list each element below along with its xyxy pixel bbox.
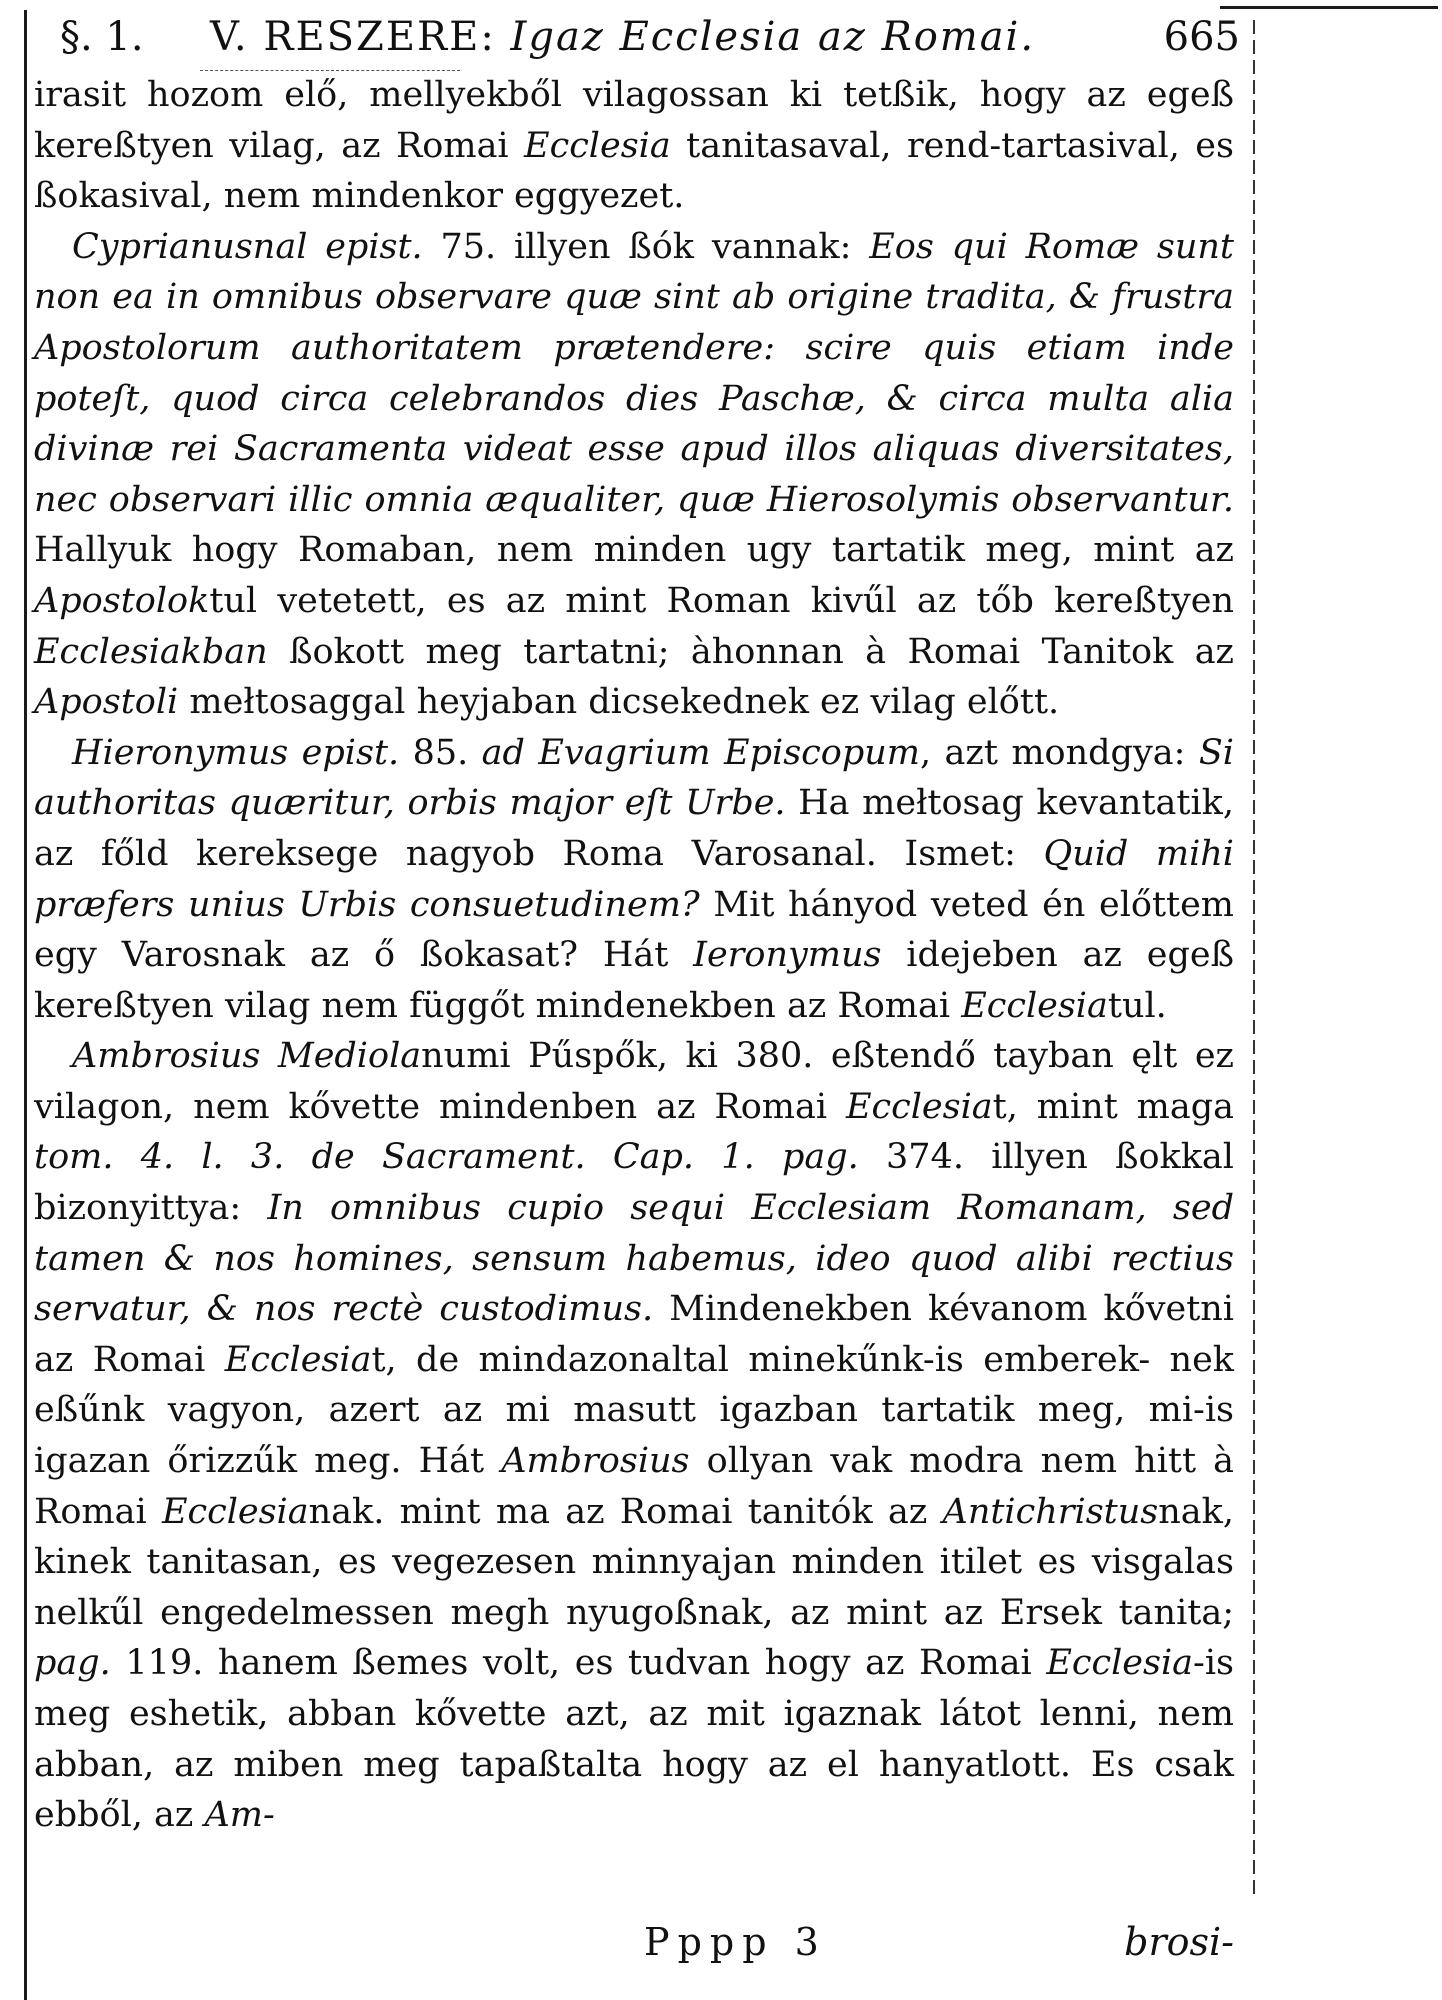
text-run: 75. illyen ßók vannak:: [422, 226, 870, 267]
text-run: nak, kinek tanitasan, es vegezesen minnyajan minden itilet es visgalas nelkűl engedelmessen megh nyugoßnak, az mint az Ersek tanita;: [34, 1491, 1234, 1633]
paragraph: [34, 728, 1234, 1032]
text-run: Mindenekben kévanom kővetni az Romai: [34, 1289, 1234, 1380]
italic-text: ad Evagrium Episcopum: [481, 732, 920, 773]
text-run: tul.: [1107, 985, 1167, 1026]
text-run: mełtosaggal heyjaban dicsekednek ez vilag előtt.: [178, 682, 1060, 723]
italic-text: In omnibus cupio sequi Ecclesiam Romanam, sed tamen & nos homines, sensum habemus, ideo quod alibi rectius servatur, & nos rectè custodimus.: [34, 1188, 1234, 1330]
italic-text: Apostoli: [34, 682, 179, 723]
text-run: Hallyuk hogy Romaban, nem minden ugy tartatik meg, mint az: [34, 530, 1234, 571]
running-header: [60, 14, 1240, 66]
paragraph: [34, 222, 1234, 728]
italic-text: Ieronymus: [693, 935, 882, 976]
paragraph: [34, 1031, 1234, 1841]
italic-text: Cyprianusnal epist.: [72, 226, 423, 267]
text-run: Mit hányod veted én előttem egy Varosnak az ő ßokasat? Hát: [34, 884, 1234, 976]
page-border-right: [1253, 20, 1255, 1900]
paragraph: [34, 70, 1234, 222]
text-run: tanitasaval, rend-tartasival, es ßokasival, nem mindenkor eggyezet.: [34, 125, 1234, 217]
italic-text: tom. 4. l. 3. de Sacrament. Cap. 1. pag.: [34, 1137, 859, 1178]
page-footer: [34, 1920, 1234, 1980]
italic-text: Ambrosius: [501, 1441, 690, 1482]
page-number: 665: [1163, 14, 1240, 60]
part-label: V. RESZERE:: [210, 14, 496, 60]
text-run: nak. mint ma az Romai tanitók az: [308, 1491, 943, 1532]
title-text: Igaz Ecclesia az Romai.: [510, 14, 1036, 60]
section-mark: §. 1.: [60, 14, 144, 60]
text-run: tul vetetett, es az mint Roman kivűl az tőb kereßtyen: [209, 580, 1234, 621]
italic-text: Antichristus: [942, 1491, 1159, 1532]
text-run: ßokott meg tartatni; àhonnan à Romai Tanitok az: [267, 631, 1234, 672]
italic-text: Ambrosius Mediola: [72, 1036, 422, 1077]
text-run: numi Pűspők, ki 380. eßtendő tayban ęlt ez vilagon, nem kővette mindenben az Romai: [34, 1036, 1234, 1127]
italic-text: Apostolok: [34, 580, 210, 621]
italic-text: Ecclesiakban: [34, 631, 268, 672]
text-run: idejeben az egeß kereßtyen vilag nem függőt mindenekben az Romai: [34, 935, 1234, 1026]
text-run: 119. hanem ßemes volt, es tudvan hogy az Romai: [110, 1643, 1047, 1684]
italic-text: Ecclesia: [524, 125, 671, 166]
italic-text: Eos qui Romæ sunt non ea in omnibus observare quæ sint ab origine tradita, & frustra Apostolorum authoritatem prætendere: scire quis etiam inde poteſt, quod circa celebrandos dies Paschæ, & circa multa alia divinæ rei Sacramenta videat esse apud illos aliquas diversitates, nec observari illic omnia æqualiter, quæ Hierosolymis observantur.: [34, 226, 1234, 520]
italic-text: Si authoritas quæritur, orbis major eſt Urbe.: [34, 732, 1234, 824]
running-title: [210, 14, 1160, 60]
text-run: irasit hozom elő, mellyekből vilagossan ki tetßik, hogy az egeß kereßtyen vilag, az Romai: [34, 75, 1234, 166]
italic-text: pag.: [34, 1643, 111, 1684]
italic-text: Ecclesia: [845, 1086, 993, 1127]
signature-mark: Pppp 3: [644, 1920, 827, 1964]
italic-text: Ecclesia: [224, 1339, 372, 1380]
text-run: -is meg eshetik, abban kővette azt, az mit igaznak látot lenni, nem abban, az miben meg tapaßtalta hogy az el hanyatlott. Es csak ebből, az: [34, 1643, 1234, 1836]
italic-text: Ecclesia: [161, 1491, 309, 1532]
text-run: 374. illyen ßokkal bizonyittya:: [34, 1137, 1234, 1229]
text-run: t, mint maga: [992, 1086, 1234, 1127]
catchword: brosi-: [1124, 1920, 1234, 1964]
text-run: t, de mindazonaltal minekűnk-is emberek- nek eßűnk vagyon, azert az mi masutt igazban tartatik meg, mi-is igazan őrizzűk meg. Hát: [34, 1339, 1234, 1482]
body-text: [34, 70, 1234, 1841]
page-border-top: [1220, 6, 1438, 9]
italic-text: Ecclesia: [1046, 1643, 1194, 1684]
text-run: , azt mondgya:: [919, 732, 1199, 773]
text-run: ollyan vak modra nem hitt à Romai: [34, 1441, 1234, 1532]
page-border-left: [24, 10, 27, 2000]
text-run: Ha mełtosag kevantatik, az főld kereksege nagyob Roma Varosanal. Ismet:: [34, 783, 1234, 874]
italic-text: Quid mihi præfers unius Urbis consuetudinem?: [34, 833, 1234, 925]
italic-text: Ecclesia: [961, 985, 1108, 1026]
italic-text: Hieronymus epist.: [72, 732, 400, 773]
text-run: 85.: [399, 732, 482, 773]
italic-text: Am-: [204, 1795, 275, 1836]
